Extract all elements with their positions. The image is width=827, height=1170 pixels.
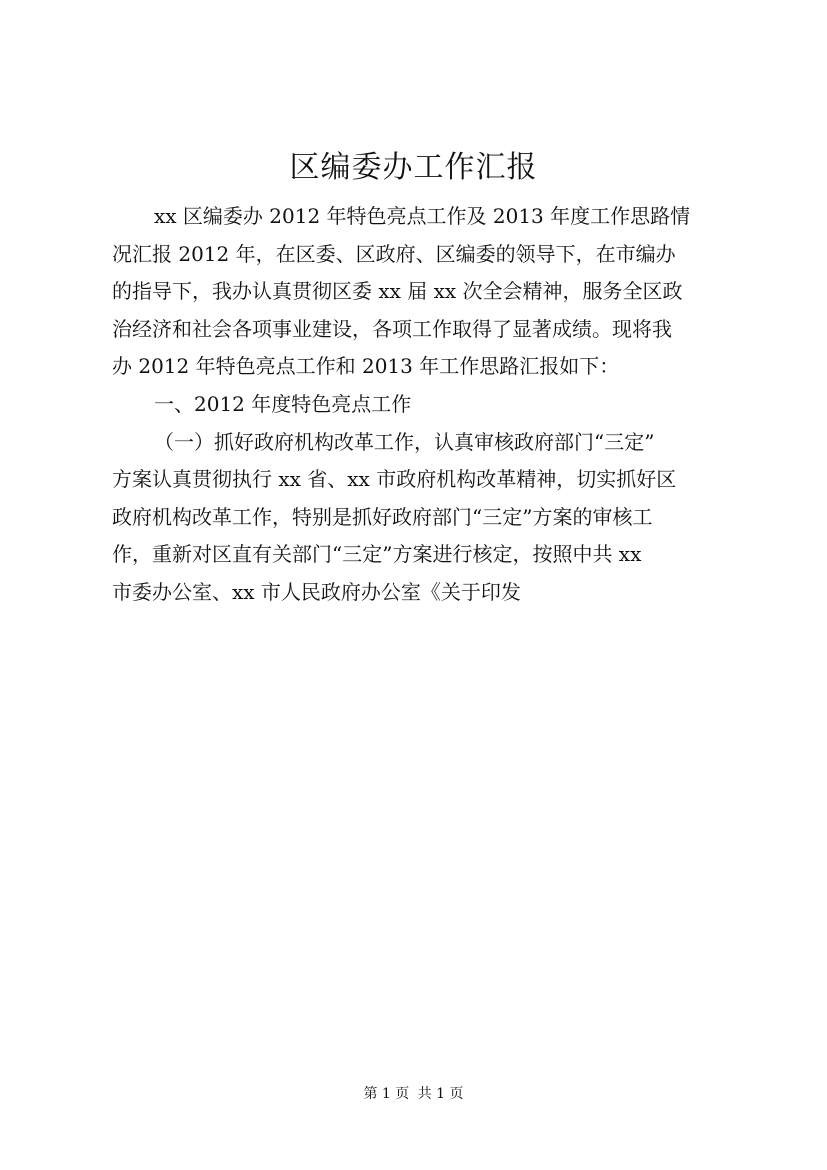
- page-total: 共 1 页: [417, 1086, 464, 1102]
- paragraph-line: 作，重新对区直有关部门“三定”方案进行核定，按照中共 xx: [112, 542, 642, 567]
- page-number: 第 1 页: [363, 1086, 410, 1102]
- paragraph-line: xx 区编委办 2012 年特色亮点工作及 2013 年度工作思路情: [154, 204, 691, 228]
- paragraph-line: （一）抓好政府机构改革工作，认真审核政府部门“三定”: [154, 429, 655, 454]
- document-title: 区编委办工作汇报: [289, 150, 538, 185]
- paragraph-line: 办 2012 年特色亮点工作和 2013 年工作思路汇报如下：: [112, 354, 620, 379]
- section-heading: 一、2012 年度特色亮点工作: [154, 391, 412, 416]
- paragraph-line: 的指导下，我办认真贯彻区委 xx 届 xx 次全会精神，服务全区政: [112, 279, 683, 304]
- page-footer: [0, 1084, 827, 1104]
- paragraph-line: 况汇报 2012 年，在区委、区政府、区编委的领导下，在市编办: [112, 241, 676, 266]
- paragraph-line: 治经济和社会各项事业建设，各项工作取得了显著成绩。现将我: [112, 316, 672, 341]
- paragraph-line: 政府机构改革工作，特别是抓好政府部门“三定”方案的审核工: [112, 504, 653, 529]
- paragraph-line: 市委办公室、xx 市人民政府办公室《关于印发: [112, 579, 521, 604]
- paragraph-line: 方案认真贯彻执行 xx 省、xx 市政府机构改革精神，切实抓好区: [112, 467, 677, 492]
- document-body: [112, 198, 724, 612]
